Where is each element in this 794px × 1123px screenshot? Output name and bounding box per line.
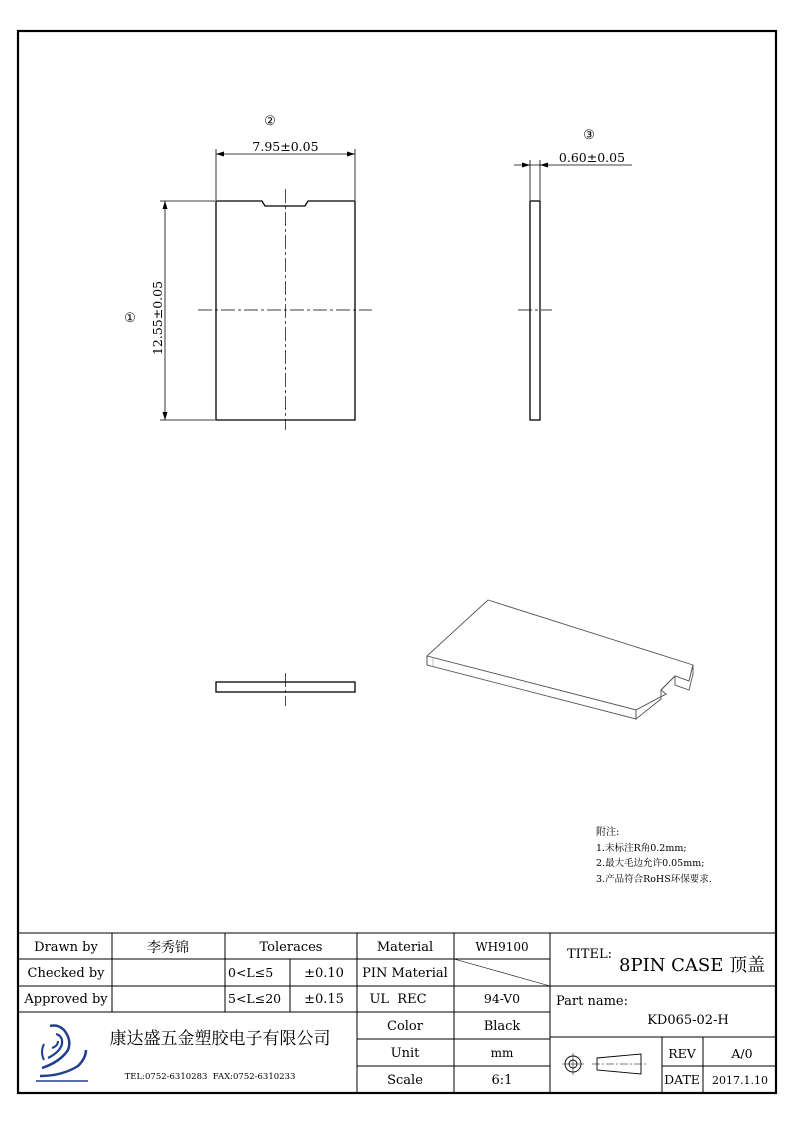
material-value: WH9100 [475,940,529,954]
height-dimension-label: 12.55±0.05 [150,280,165,356]
unit-label: Unit [390,1046,420,1061]
checked-by-label: Checked by [27,966,105,981]
width-arrow-left [216,152,224,157]
date-value: 2017.1.10 [712,1074,768,1087]
thickness-arrow-right [540,163,548,168]
sheet-border [18,31,776,1093]
scale-value: 6:1 [491,1073,513,1088]
note-item: 1.未标注R角0.2mm; [596,843,687,854]
color-label: Color [387,1019,423,1034]
date-label: DATE [664,1072,700,1087]
unit-value: mm [490,1046,514,1060]
side-view-outline [530,201,540,420]
material-label: Material [376,940,434,955]
company-contact: TEL:0752-6310283 FAX:0752-6310233 [124,1072,296,1082]
height-arrow-top [163,201,168,209]
rev-label: REV [668,1046,696,1061]
side-view [514,128,632,420]
pin-material-slash [454,959,550,986]
tolerance-value: ±0.15 [304,992,344,1007]
swirl-logo-icon [36,1026,88,1082]
tolerance-range: 0<L≤5 [228,965,274,980]
notes-block [596,825,712,885]
tolerance-value: ±0.10 [304,966,344,981]
company-name: 康达盛五金塑胶电子有限公司 [109,1029,331,1049]
width-dimension-label: 7.95±0.05 [252,139,319,154]
title-block [18,933,776,1093]
drawn-by-label: Drawn by [34,940,98,955]
width-arrow-right [347,152,355,157]
title-label: TITEL: [567,947,612,962]
pin-material-label: PIN Material [362,966,448,981]
scale-label: Scale [387,1073,423,1088]
isometric-view [427,600,693,719]
thickness-dimension-label: 0.60±0.05 [558,150,626,165]
height-arrow-bottom [163,412,168,420]
height-callout: ① [124,311,136,326]
first-angle-projection-icon [562,1053,646,1075]
thickness-arrow-left [522,163,530,168]
notes-heading: 附注: [596,827,620,838]
drawn-by-value: 李秀锦 [147,940,189,956]
note-item: 3.产品符合RoHS环保要求. [596,874,712,885]
tolerance-range: 5<L≤20 [228,991,282,1006]
color-value: Black [483,1019,521,1034]
thickness-callout: ③ [583,128,595,143]
rev-value: A/0 [731,1046,753,1061]
title-value: 8PIN CASE 顶盖 [619,955,766,976]
part-name-label: Part name: [556,994,629,1009]
tolerances-label: Toleraces [259,940,323,955]
ul-label: UL REC [369,992,427,1007]
bottom-view [216,673,355,706]
width-callout: ② [264,114,276,129]
ul-value: 94-V0 [483,991,521,1006]
note-item: 2.最大毛边允许0.05mm; [596,858,705,869]
part-name-value: KD065-02-H [647,1013,729,1028]
front-view [124,114,372,430]
approved-by-label: Approved by [24,992,108,1007]
